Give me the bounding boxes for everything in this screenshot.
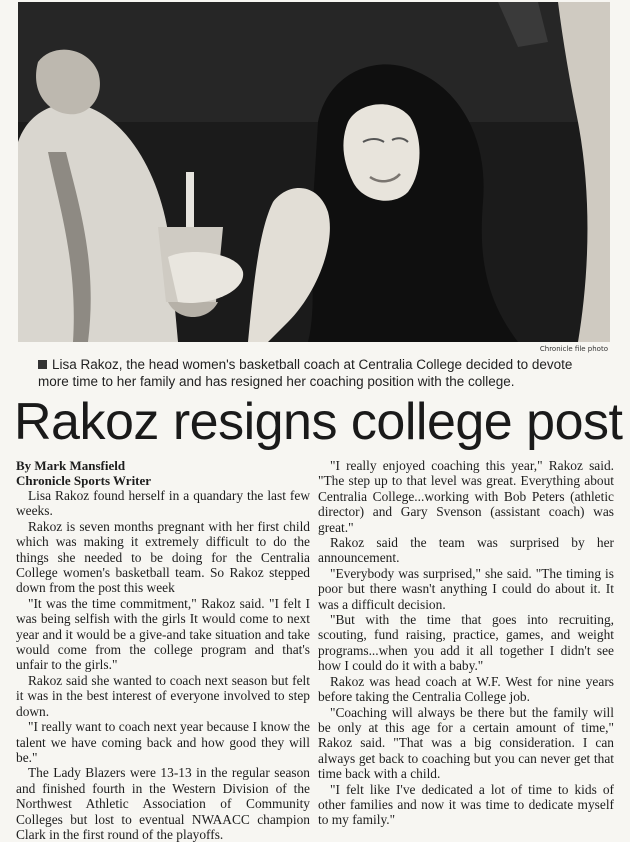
paragraph: Rakoz said she wanted to coach next season but felt it was in the best interest of everyone involved to step down. bbox=[16, 672, 310, 719]
article-column-right bbox=[318, 458, 614, 828]
photo-illustration bbox=[18, 2, 610, 342]
caption-text: Lisa Rakoz, the head women's basketball coach at Centralia College decided to devote more time to her family and has resigned her coaching position with the college. bbox=[38, 357, 573, 389]
paragraph: "I really enjoyed coaching this year," Rakoz said. "The step up to that level was great. Everything about Centralia College...working with Bob Peters (athletic director) and Gary Svenson (assistant coach) was great." bbox=[318, 458, 614, 535]
photo-caption bbox=[38, 356, 603, 390]
headline: Rakoz resigns college post bbox=[14, 393, 623, 451]
photo-credit: Chronicle file photo bbox=[539, 345, 608, 353]
paragraph: "It was the time commitment," Rakoz said. "I felt I was being selfish with the girls It would come to next year and it would be a give-and take situation and take would come from the college program and that's unfair to the girls." bbox=[16, 595, 310, 673]
paragraph: "Everybody was surprised," she said. "The timing is poor but there wasn't anything I could do about it. It was a difficult decision. bbox=[318, 565, 614, 612]
byline-title: Chronicle Sports Writer bbox=[16, 473, 152, 488]
paragraph: The Lady Blazers were 13-13 in the regular season and finished fourth in the Western Division of the Northwest Athletic Association of Community Colleges but lost to eventual NWAACC champion Clark in the first round of the playoffs. bbox=[16, 765, 310, 842]
paragraph: Lisa Rakoz found herself in a quandary the last few weeks. bbox=[16, 488, 310, 519]
paragraph: "I really want to coach next year because I know the talent we have coming back and how good they will be." bbox=[16, 719, 310, 765]
paragraph: Rakoz is seven months pregnant with her first child which was making it extremely difficult to do the things she needed to be doing for the Centralia College women's basketball team. So Rakoz stepped down from the post this week bbox=[16, 518, 310, 596]
paragraph: "But with the time that goes into recruiting, scouting, fund raising, practice, games, and weight programs...when you add it all together I didn't see how I could do it with a baby." bbox=[318, 612, 614, 674]
news-photo bbox=[18, 2, 610, 342]
paragraph: Rakoz was head coach at W.F. West for nine years before taking the Centralia College job. bbox=[318, 673, 614, 705]
article-column-left bbox=[16, 458, 310, 842]
paragraph: "I felt like I've dedicated a lot of time to kids of other families and now it was time to dedicate myself to my family." bbox=[318, 781, 614, 828]
byline-author: By Mark Mansfield bbox=[16, 458, 126, 473]
caption-bullet-icon bbox=[38, 360, 47, 369]
paragraph: Rakoz said the team was surprised by her announcement. bbox=[318, 535, 614, 566]
paragraph: "Coaching will always be there but the family will be only at this age for a certain amount of time," Rakoz said. "That was a big consideration. I can always get back to coaching but you can never get that time back with a child. bbox=[318, 704, 614, 782]
